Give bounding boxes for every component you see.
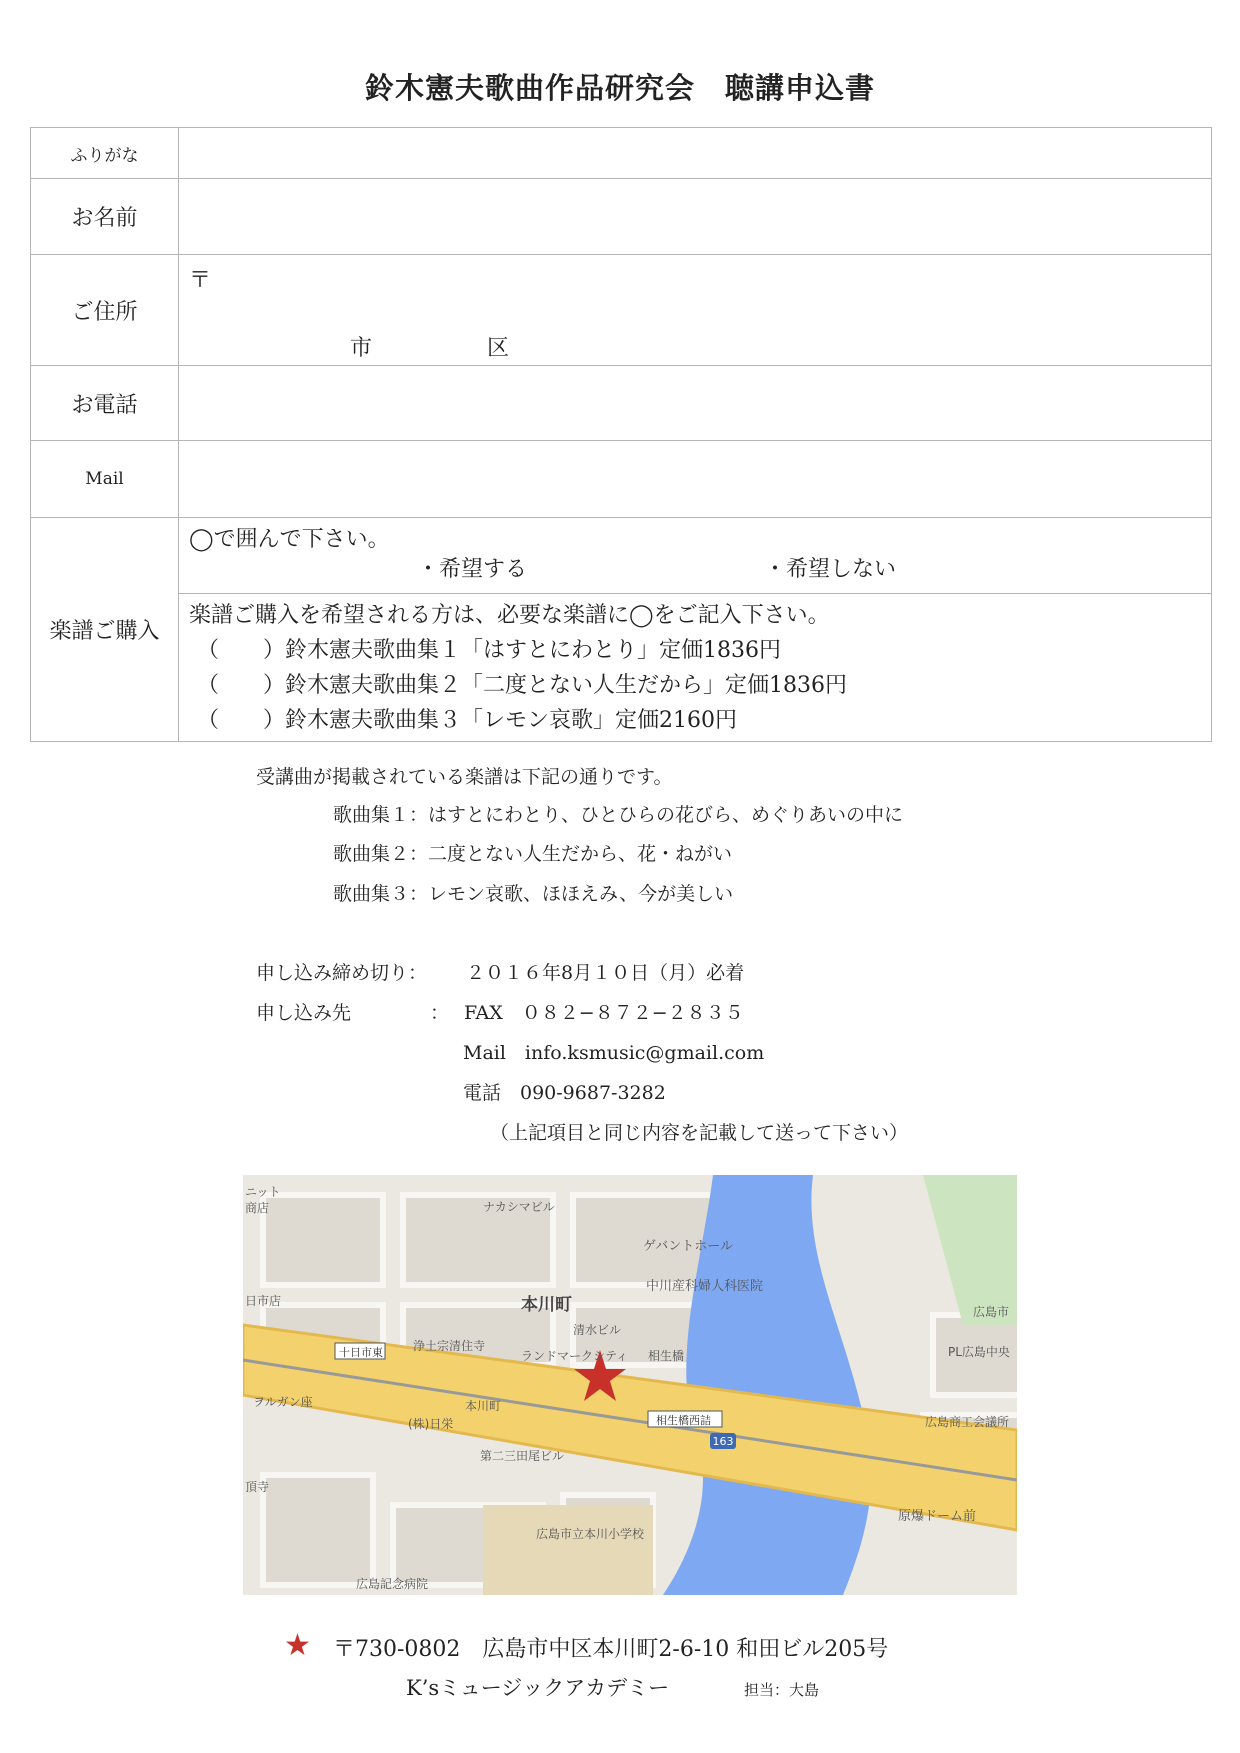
destination-colon: ： bbox=[430, 1002, 450, 1024]
deadline-value: ２０１６年8月１０日（月）必着 bbox=[466, 962, 745, 984]
page-title: 鈴木憲夫歌曲作品研究会 聴講申込書 bbox=[364, 71, 875, 105]
book-item-1[interactable]: （ ）鈴木憲夫歌曲集１「はすとにわとり」定価1836円 bbox=[197, 638, 781, 663]
name-field[interactable] bbox=[179, 179, 1212, 255]
map-label-shokokai: 広島商工会議所 bbox=[925, 1415, 1010, 1429]
send-note: （上記項目と同じ内容を記載して送って下さい） bbox=[490, 1122, 909, 1144]
option-no[interactable]: ・希望しない bbox=[764, 557, 897, 582]
map-label-hitoichi: 日市店 bbox=[245, 1294, 282, 1308]
fax-number: FAX ０８２−８７２−２８３５ bbox=[464, 1002, 744, 1024]
book-selection-cell bbox=[179, 594, 1212, 742]
collection-2: 歌曲集２：二度とない人生だから、花・ねがい bbox=[333, 843, 733, 865]
map-label-tookaichi: 十日市東 bbox=[339, 1346, 383, 1359]
map-label-aioibashi-nishizume: 相生橋西詰 bbox=[656, 1414, 711, 1427]
mail-address[interactable]: Mail info.ksmusic@gmail.com bbox=[463, 1042, 765, 1064]
map-label-school: 広島市立本川小学校 bbox=[536, 1527, 645, 1541]
map-label-jodo: 浄土宗清住寺 bbox=[413, 1339, 486, 1353]
book-item-2[interactable]: （ ）鈴木憲夫歌曲集２「二度とない人生だから」定価1836円 bbox=[197, 673, 847, 698]
map-label-dome: 原爆ドーム前 bbox=[898, 1509, 977, 1524]
circle-instruction: ◯で囲んで下さい。 bbox=[189, 527, 390, 552]
deadline-label: 申し込み締め切り： bbox=[256, 962, 428, 984]
org-name: K’sミュージックアカデミー bbox=[406, 1676, 670, 1700]
map-label-landmark: ランドマークシティ bbox=[521, 1349, 629, 1363]
map-label-nakagawa: 中川産科婦人科医院 bbox=[646, 1279, 764, 1294]
postal-mark: 〒 bbox=[189, 268, 212, 293]
map-label-aioibashi: 相生橋 bbox=[648, 1349, 685, 1363]
map-label-choju: 頂寺 bbox=[245, 1480, 270, 1494]
map-label-nakashima: ナカシマビル bbox=[483, 1200, 555, 1214]
option-yes[interactable]: ・希望する bbox=[417, 557, 528, 582]
map-label-shimizu: 清水ビル bbox=[573, 1323, 622, 1337]
map-label-pl: PL広島中央 bbox=[948, 1345, 1010, 1359]
contact-person: 担当：大島 bbox=[744, 1681, 820, 1699]
application-form bbox=[30, 127, 1212, 742]
city-mark: 市 bbox=[350, 336, 373, 361]
book-item-3[interactable]: （ ）鈴木憲夫歌曲集３「レモン哀歌」定価2160円 bbox=[197, 708, 737, 733]
purchase-choice-cell[interactable] bbox=[179, 518, 1212, 594]
map-label-gewandhaus: ゲバントホール bbox=[643, 1239, 733, 1254]
score-intro: 受講曲が掲載されている楽譜は下記の通りです。 bbox=[256, 766, 673, 788]
destination-label: 申し込み先 bbox=[256, 1002, 352, 1024]
map-label-honkawacho-station: 本川町 bbox=[465, 1399, 502, 1413]
address-label: ご住所 bbox=[31, 255, 179, 366]
ward-mark: 区 bbox=[487, 336, 510, 361]
map-label-orgel: ヲルガン座 bbox=[253, 1395, 313, 1409]
address-field[interactable] bbox=[179, 255, 1212, 366]
map-label-nichie: (株)日栄 bbox=[408, 1417, 454, 1431]
mail-label: Mail bbox=[31, 441, 179, 518]
map-label-honkawa: 本川町 bbox=[521, 1295, 572, 1315]
map-label-memorial-hospital: 広島記念病院 bbox=[356, 1577, 429, 1591]
route-number: 163 bbox=[712, 1435, 734, 1448]
phone-field[interactable] bbox=[179, 366, 1212, 441]
map-label-2: 商店 bbox=[245, 1201, 270, 1215]
map-label-hiroshima-city: 広島市 bbox=[973, 1305, 1010, 1319]
collection-1: 歌曲集１：はすとにわとり、ひとひらの花びら、めぐりあいの中に bbox=[333, 804, 904, 826]
name-label: お名前 bbox=[31, 179, 179, 255]
phone-number: 電話 090-9687-3282 bbox=[463, 1082, 666, 1104]
map-label-1: ニット bbox=[245, 1185, 281, 1199]
furigana-field[interactable] bbox=[179, 128, 1212, 179]
location-map[interactable] bbox=[243, 1175, 1017, 1595]
mail-field[interactable] bbox=[179, 441, 1212, 518]
phone-label: お電話 bbox=[31, 366, 179, 441]
map-label-daini: 第二三田尾ビル bbox=[480, 1449, 565, 1463]
footer-address: 〒730-0802 広島市中区本川町2-6-10 和田ビル205号 bbox=[333, 1637, 889, 1662]
collection-3: 歌曲集３：レモン哀歌、ほほえみ、今が美しい bbox=[333, 883, 734, 905]
score-purchase-label: 楽譜ご購入 bbox=[31, 518, 179, 742]
purchase-instruction: 楽譜ご購入を希望される方は、必要な楽譜に◯をご記入下さい。 bbox=[189, 603, 830, 628]
star-icon: ★ bbox=[284, 1628, 311, 1663]
furigana-label: ふりがな bbox=[31, 128, 179, 179]
